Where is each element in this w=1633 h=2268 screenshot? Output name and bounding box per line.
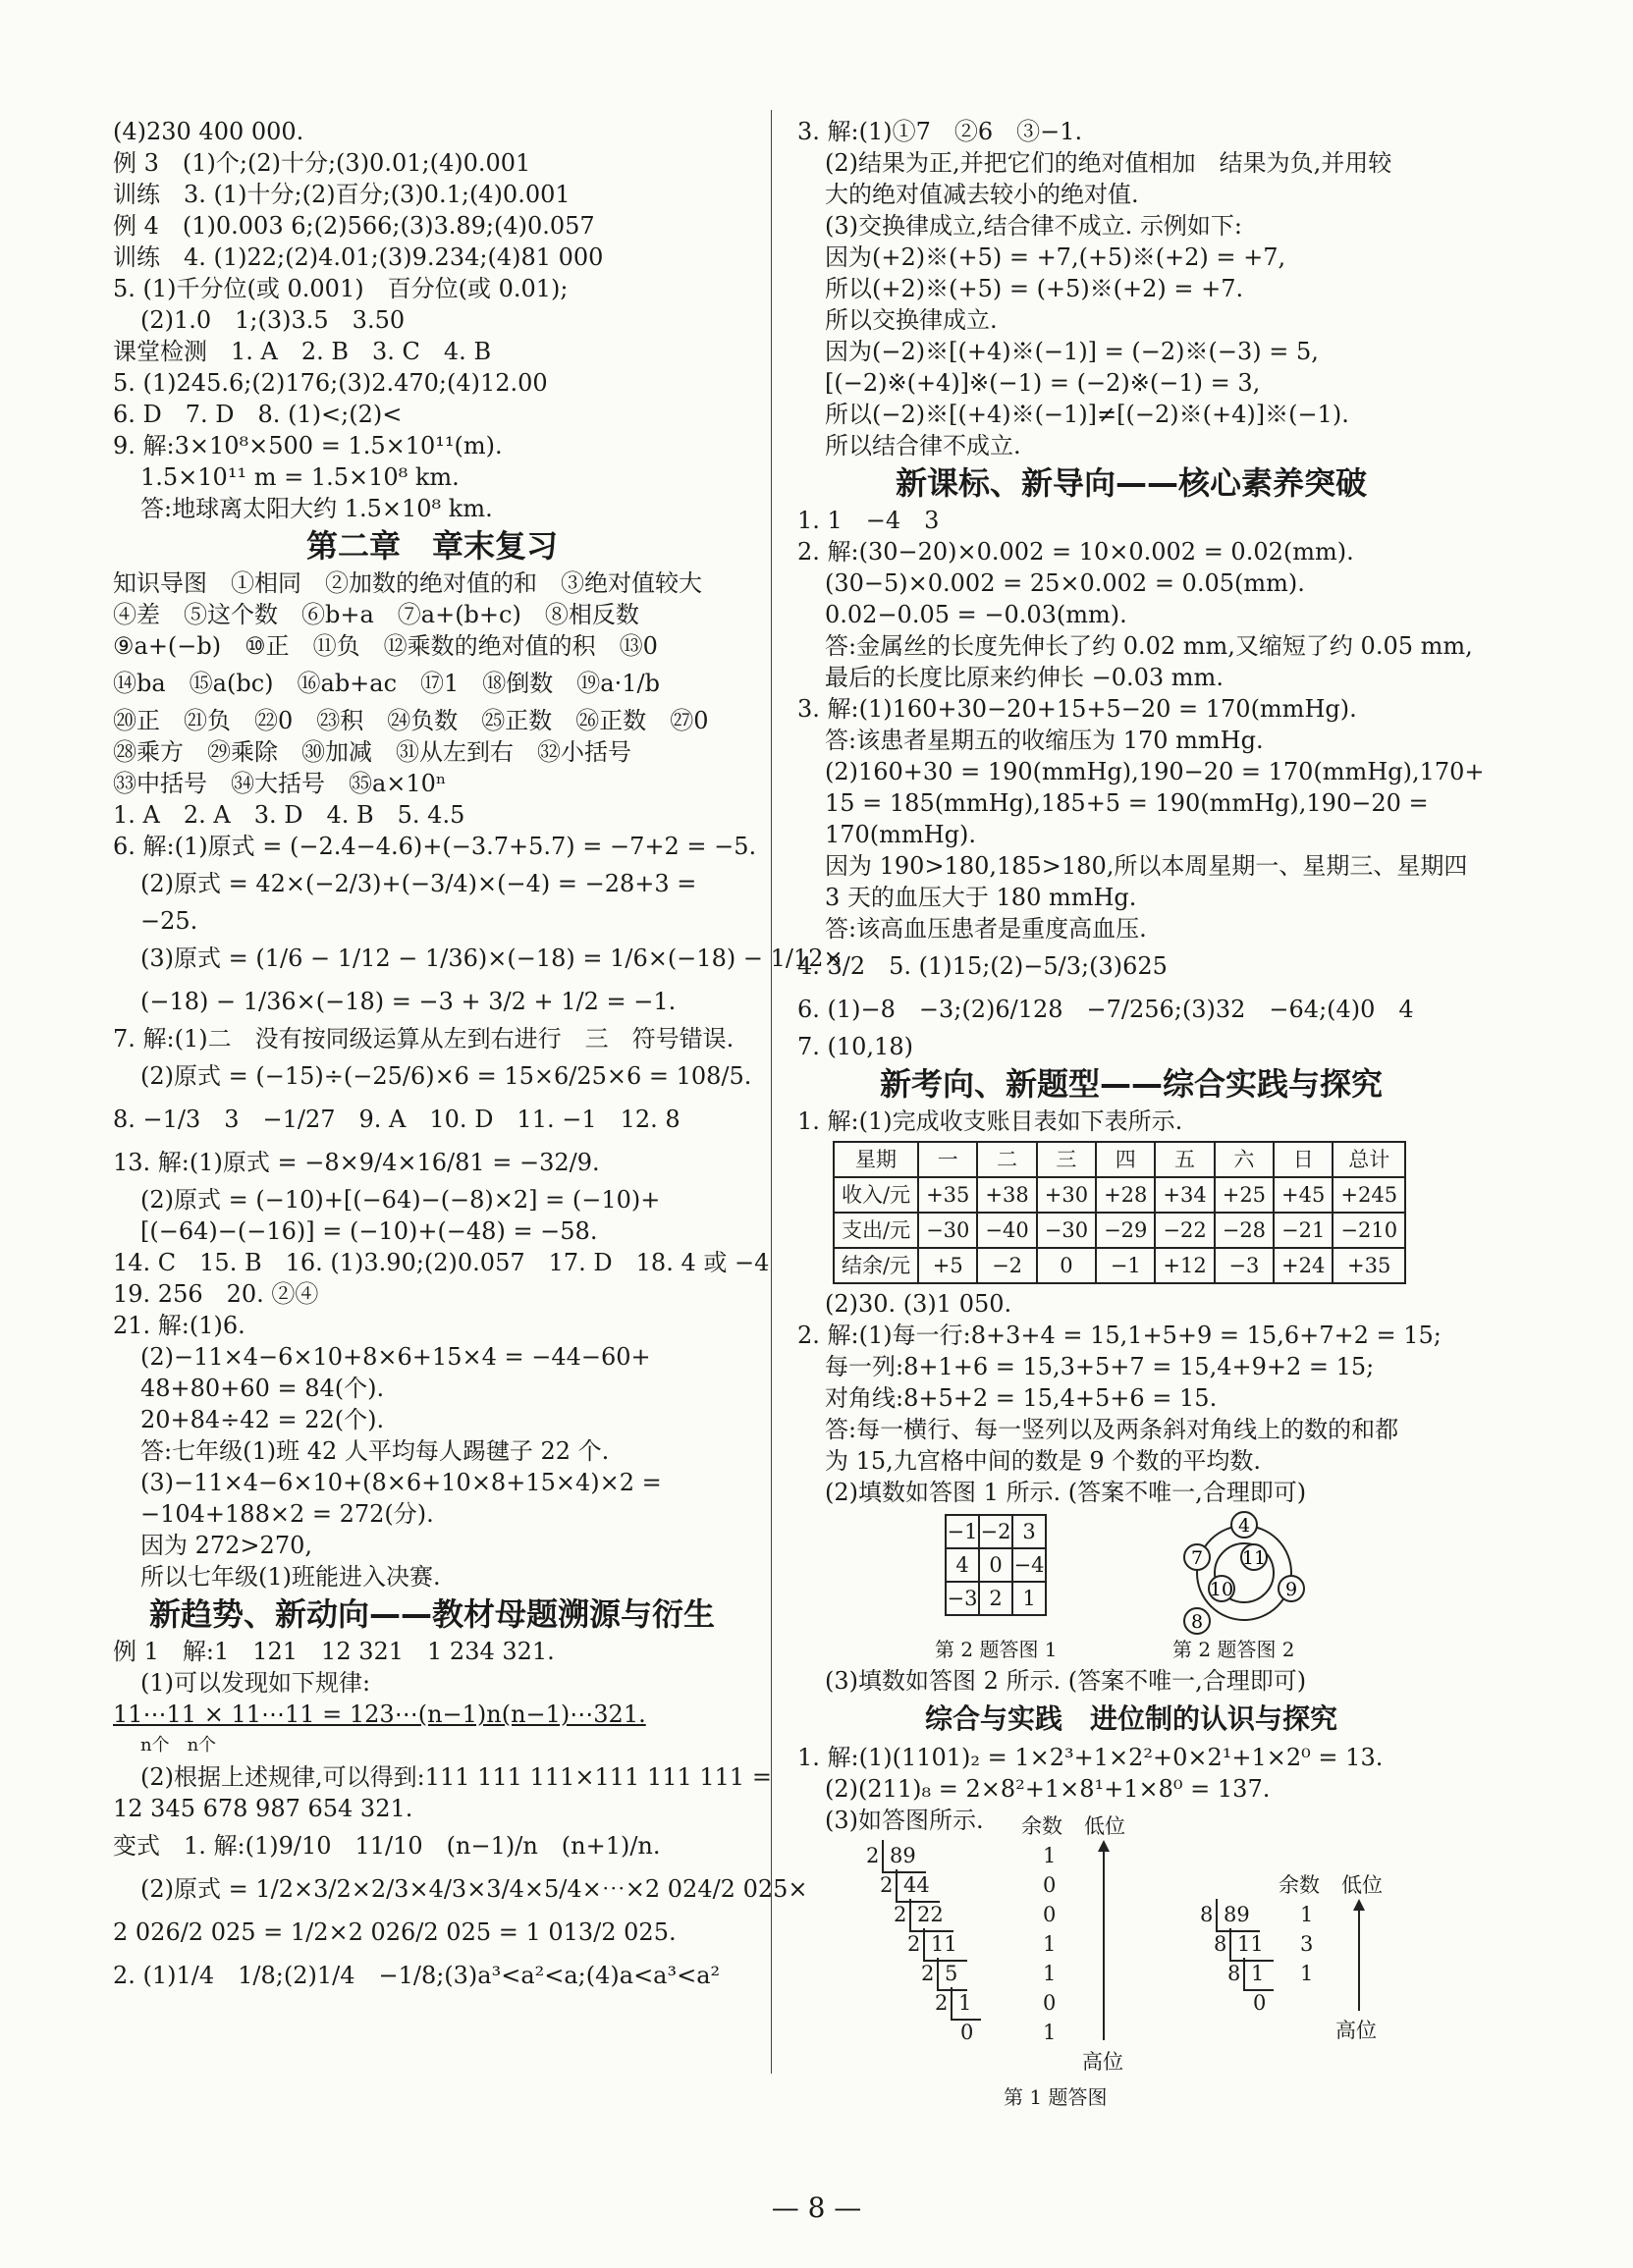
- text-line: 6. D 7. D 8. (1)<;(2)<: [113, 401, 403, 428]
- table-row: [834, 1213, 1405, 1248]
- text-line: (2)原式 = (−15)÷(−25/6)×6 = 15×6/25×6 = 108/5.: [140, 1062, 752, 1090]
- text-line: (30−5)×0.002 = 25×0.002 = 0.05(mm).: [825, 569, 1305, 597]
- table-cell: +28: [1096, 1177, 1155, 1213]
- table-cell: −40: [977, 1213, 1036, 1248]
- review-block: [113, 799, 844, 1593]
- base-section-title: 综合与实践 进位制的认识与探究: [924, 1702, 1337, 1735]
- dividend: 5: [937, 1958, 967, 1991]
- table-cell: +30: [1037, 1177, 1096, 1213]
- table-cell: 收入/元: [834, 1177, 918, 1213]
- table-header-cell: 二: [977, 1142, 1036, 1177]
- mindmap-block: [113, 567, 751, 799]
- magic-square-figure: [945, 1514, 1047, 1616]
- text-line: 21. 解:(1)6.: [113, 1312, 245, 1339]
- divisor: 8: [1214, 1932, 1227, 1956]
- dividend: 44: [896, 1869, 940, 1903]
- text-line: 答:该高血压患者是重度高血压.: [825, 915, 1147, 943]
- text-line: (3)填数如答图 2 所示. (答案不唯一,合理即可): [825, 1667, 1307, 1695]
- table-cell: +45: [1274, 1177, 1333, 1213]
- text-line: 2. (1)1/4 1/8;(2)1/4 −1/8;(3)a³<a²<a;(4)a<a³<a²: [113, 1962, 721, 1989]
- remainder: 0: [1043, 1903, 1057, 1926]
- node-circle: [1231, 1512, 1257, 1538]
- table-header-row: [834, 1142, 1405, 1177]
- high-digit-label: 高位: [1335, 2019, 1377, 2042]
- table-row: [834, 1177, 1405, 1213]
- text-line: 所以七年级(1)班能进入决赛.: [140, 1563, 441, 1591]
- node-circle: [1184, 1544, 1210, 1570]
- text-line: ⑳正 ㉑负 ㉒0 ㉓积 ㉔负数 ㉕正数 ㉖正数 ㉗0: [113, 707, 709, 734]
- text-line: (2)填数如答图 1 所示. (答案不唯一,合理即可): [825, 1479, 1307, 1506]
- table-cell: 结余/元: [834, 1248, 918, 1283]
- text-line: 大的绝对值减去较小的绝对值.: [825, 181, 1139, 208]
- text-line: (1)可以发现如下规律:: [140, 1669, 371, 1697]
- table-header-cell: 星期: [834, 1142, 918, 1177]
- text-line: (2)1.0 1;(3)3.5 3.50: [140, 306, 406, 334]
- text-line: (2)结果为正,并把它们的绝对值相加 结果为负,并用较: [825, 149, 1392, 177]
- text-line: 9. 解:3×10⁸×500 = 1.5×10¹¹(m).: [113, 432, 503, 459]
- text-line: 1. A 2. A 3. D 4. B 5. 4.5: [113, 801, 465, 829]
- remainder: 0: [1043, 1991, 1057, 2015]
- text-line: [(−64)−(−16)] = (−10)+(−48) = −58.: [140, 1217, 598, 1245]
- ledger-table: [833, 1141, 1406, 1284]
- core-section-title: 新课标、新导向——核心素养突破: [895, 464, 1367, 502]
- text-line: (2)原式 = 42×(−2/3)+(−3/4)×(−4) = −28+3 =: [140, 870, 697, 897]
- figure-caption: 第 2 题答图 1: [935, 1638, 1058, 1661]
- circle-diagram-figure: [1151, 1508, 1337, 1638]
- grid-cell: −3: [946, 1582, 979, 1615]
- text-line: ㉘乘方 ㉙乘除 ㉚加减 ㉛从左到右 ㉜小括号: [113, 738, 631, 766]
- text-line: 1. 解:(1)完成收支账目表如下表所示.: [797, 1107, 1183, 1135]
- exam-section-title: 新考向、新题型——综合实践与探究: [879, 1065, 1383, 1103]
- node-label: 8: [1190, 1611, 1204, 1633]
- table-cell: −2: [977, 1248, 1036, 1283]
- table-header-cell: 三: [1037, 1142, 1096, 1177]
- text-line: 15 = 185(mmHg),185+5 = 190(mmHg),190−20 =: [825, 789, 1429, 817]
- dividend: 1: [951, 1987, 981, 2021]
- ring-circle: [1197, 1526, 1291, 1620]
- table-cell: 支出/元: [834, 1213, 918, 1248]
- text-line: 170(mmHg).: [825, 821, 976, 848]
- trend-section-title: 新趋势、新动向——教材母题溯源与衍生: [148, 1595, 715, 1633]
- table-row: [834, 1248, 1405, 1283]
- text-line: 6. 解:(1)原式 = (−2.4−4.6)+(−3.7+5.7) = −7+2 = −5.: [113, 833, 757, 860]
- text-line: 3. 解:(1)①7 ②6 ③−1.: [797, 118, 1083, 145]
- table-cell: +5: [918, 1248, 977, 1283]
- intro-block: [113, 116, 751, 524]
- node-label: 4: [1237, 1515, 1251, 1537]
- chapter-title: 第二章 章末复习: [305, 527, 558, 565]
- table-cell: −21: [1274, 1213, 1333, 1248]
- divisor: 2: [894, 1903, 907, 1926]
- text-line: (4)230 400 000.: [113, 118, 304, 145]
- text-line: ④差 ⑤这个数 ⑥b+a ⑦a+(b+c) ⑧相反数: [113, 601, 639, 628]
- remainder: 1: [1043, 1932, 1057, 1956]
- grid-cell: −4: [1012, 1548, 1046, 1582]
- table-header-cell: 四: [1096, 1142, 1155, 1177]
- table-cell: +35: [1333, 1248, 1405, 1283]
- divisor: 2: [866, 1844, 880, 1867]
- text-line: 为 15,九宫格中间的数是 9 个数的平均数.: [825, 1447, 1261, 1475]
- text-line: (3)原式 = (1/6 − 1/12 − 1/36)×(−18) = 1/6×(−18) − 1/12×: [140, 945, 844, 972]
- grid-cell: −1: [946, 1515, 979, 1548]
- grid-cell: 2: [979, 1582, 1012, 1615]
- text-line: 20+84÷42 = 22(个).: [140, 1406, 385, 1433]
- table-cell: −22: [1155, 1213, 1214, 1248]
- left-column: [113, 116, 844, 1997]
- dividend: 1: [1243, 1958, 1274, 1991]
- text-line: −25.: [140, 907, 198, 935]
- table-cell: 0: [1037, 1248, 1096, 1283]
- text-line: ㉝中括号 ㉞大括号 ㉟a×10ⁿ: [113, 770, 447, 797]
- text-line: 答:七年级(1)班 42 人平均每人踢毽子 22 个.: [140, 1437, 610, 1465]
- high-digit-label: 高位: [1082, 2050, 1123, 2074]
- remainder: 1: [1300, 1962, 1314, 1985]
- answer-figures: [797, 1508, 1465, 1665]
- node-label: 11: [1241, 1547, 1267, 1569]
- text-line: 0.02−0.05 = −0.03(mm).: [825, 601, 1127, 628]
- table-cell: −1: [1096, 1248, 1155, 1283]
- text-line: (3)−11×4−6×10+(8×6+10×8+15×4)×2 =: [140, 1469, 662, 1496]
- text-line: −104+188×2 = 272(分).: [140, 1500, 434, 1528]
- text-line: 课堂检测 1. A 2. B 3. C 4. B: [113, 338, 492, 365]
- text-line: 所以(−2)※[(+4)※(−1)]≠[(−2)※(+4)]※(−1).: [825, 401, 1349, 428]
- table-header-cell: 总计: [1333, 1142, 1405, 1177]
- text-line: 所以结合律不成立.: [825, 432, 1021, 459]
- text-line: 2 026/2 025 = 1/2×2 026/2 025 = 1 013/2 025.: [113, 1918, 677, 1946]
- table-cell: +35: [918, 1177, 977, 1213]
- remainder-label: 余数: [1021, 1814, 1062, 1838]
- text-line: n个 n个: [140, 1735, 217, 1755]
- right-column: [797, 116, 1485, 2131]
- trend-block: [113, 1636, 808, 1997]
- text-line: 对角线:8+5+2 = 15,4+5+6 = 15.: [825, 1384, 1218, 1412]
- table-cell: +38: [977, 1177, 1036, 1213]
- text-line: 训练 3. (1)十分;(2)百分;(3)0.1;(4)0.001: [113, 181, 571, 208]
- node-label: 9: [1284, 1579, 1298, 1600]
- divisor: 8: [1227, 1962, 1241, 1985]
- text-line: (2)根据上述规律,可以得到:111 111 111×111 111 111 =: [140, 1763, 772, 1791]
- table-cell: +24: [1274, 1248, 1333, 1283]
- text-line: (3)如答图所示.: [825, 1807, 984, 1834]
- dividend: 22: [909, 1899, 953, 1932]
- text-line: (2)30. (3)1 050.: [825, 1290, 1012, 1318]
- text-line: 48+80+60 = 84(个).: [140, 1375, 385, 1402]
- remainder: 1: [1043, 2021, 1057, 2044]
- text-line: (2)(211)₈ = 2×8²+1×8¹+1×8⁰ = 137.: [825, 1775, 1271, 1803]
- text-line: (2)−11×4−6×10+8×6+15×4 = −44−60+: [140, 1343, 651, 1371]
- low-digit-label: 低位: [1084, 1814, 1125, 1838]
- node-circle: [1279, 1576, 1304, 1601]
- text-line: 5. (1)千分位(或 0.001) 百分位(或 0.01);: [113, 275, 569, 302]
- text-line: 每一列:8+1+6 = 15,3+5+7 = 15,4+9+2 = 15;: [825, 1353, 1375, 1380]
- text-line: 最后的长度比原来约伸长 −0.03 mm.: [825, 664, 1224, 691]
- base-block: [797, 1742, 1465, 2131]
- dividend: 11: [1229, 1928, 1274, 1962]
- quotient: 0: [960, 2021, 974, 2044]
- text-line: 8. −1/3 3 −1/27 9. A 10. D 11. −1 12. 8: [113, 1106, 680, 1133]
- text-line: 因为 190>180,185>180,所以本周星期一、星期三、星期四: [825, 852, 1468, 880]
- text-line: 11⋯11 × 11⋯11 = 123⋯(n−1)n(n−1)⋯321.: [113, 1701, 646, 1728]
- table-cell: +245: [1333, 1177, 1405, 1213]
- quotient: 0: [1253, 1991, 1267, 2015]
- dividend: 89: [882, 1840, 926, 1873]
- figure-caption: 第 2 题答图 2: [1172, 1638, 1295, 1661]
- divisor: 2: [880, 1873, 894, 1897]
- text-line: ⑨a+(−b) ⑩正 ⑪负 ⑫乘数的绝对值的积 ⑬0: [113, 632, 658, 660]
- page-number: — 8 —: [771, 2191, 862, 2224]
- remainder-label: 余数: [1279, 1873, 1320, 1897]
- divisor: 2: [935, 1991, 949, 2015]
- text-line: 5. (1)245.6;(2)176;(3)2.470;(4)12.00: [113, 369, 548, 397]
- figure-caption: 第 1 题答图: [1004, 2085, 1108, 2109]
- low-digit-label: 低位: [1341, 1873, 1383, 1897]
- text-line: 3. 解:(1)160+30−20+15+5−20 = 170(mmHg).: [797, 695, 1357, 723]
- text-line: 19. 256 20. ②④: [113, 1280, 319, 1308]
- table-cell: −3: [1215, 1248, 1274, 1283]
- node-circle: [1241, 1544, 1267, 1570]
- text-line: 答:该患者星期五的收缩压为 170 mmHg.: [825, 727, 1264, 754]
- text-line: 答:金属丝的长度先伸长了约 0.02 mm,又缩短了约 0.05 mm,: [825, 632, 1473, 660]
- text-line: 7. 解:(1)二 没有按同级运算从左到右进行 三 符号错误.: [113, 1025, 735, 1053]
- text-line: 例 4 (1)0.003 6;(2)566;(3)3.89;(4)0.057: [113, 212, 595, 240]
- text-line: 知识导图 ①相同 ②加数的绝对值的和 ③绝对值较大: [113, 569, 702, 597]
- exam-block: [797, 1106, 1465, 1697]
- text-line: 6. (1)−8 −3;(2)6/128 −7/256;(3)32 −64;(4)0 4: [797, 996, 1414, 1023]
- table-cell: +34: [1155, 1177, 1214, 1213]
- divisor: 2: [921, 1962, 935, 1985]
- text-line: 因为 272>270,: [140, 1532, 312, 1559]
- table-header-cell: 日: [1274, 1142, 1333, 1177]
- remainder: 1: [1300, 1903, 1314, 1926]
- remainder: 3: [1300, 1932, 1314, 1956]
- text-line: 训练 4. (1)22;(2)4.01;(3)9.234;(4)81 000: [113, 243, 604, 271]
- text-line: 因为(−2)※[(+4)※(−1)] = (−2)※(−3) = 5,: [825, 338, 1319, 365]
- node-label: 10: [1209, 1579, 1234, 1600]
- text-line: [(−2)※(+4)]※(−1) = (−2)※(−1) = 3,: [825, 369, 1261, 397]
- text-line: 答:每一横行、每一竖列以及两条斜对角线上的数的和都: [825, 1416, 1399, 1443]
- text-line: 变式 1. 解:(1)9/10 11/10 (n−1)/n (n+1)/n.: [113, 1832, 661, 1860]
- text-line: 12 345 678 987 654 321.: [113, 1795, 413, 1822]
- grid-cell: 3: [1012, 1515, 1046, 1548]
- remainder: 0: [1043, 1873, 1057, 1897]
- text-line: 因为(+2)※(+5) = +7,(+5)※(+2) = +7,: [825, 243, 1286, 271]
- text-line: 1. 1 −4 3: [797, 507, 940, 534]
- table-cell: −30: [1037, 1213, 1096, 1248]
- table-cell: −210: [1333, 1213, 1405, 1248]
- text-line: 例 3 (1)个;(2)十分;(3)0.01;(4)0.001: [113, 149, 531, 177]
- grid-cell: 4: [946, 1548, 979, 1582]
- table-cell: −28: [1215, 1213, 1274, 1248]
- core-block: [797, 505, 1485, 1062]
- text-line: ⑭ba ⑮a(bc) ⑯ab+ac ⑰1 ⑱倒数 ⑲a·1/b: [113, 670, 660, 697]
- table-cell: +25: [1215, 1177, 1274, 1213]
- divisor: 2: [907, 1932, 921, 1956]
- table-cell: −29: [1096, 1213, 1155, 1248]
- text-line: 例 1 解:1 121 12 321 1 234 321.: [113, 1638, 555, 1665]
- text-line: 3 天的血压大于 180 mmHg.: [825, 884, 1137, 911]
- table-cell: −30: [918, 1213, 977, 1248]
- up-arrow-icon: [1349, 1899, 1369, 2013]
- table-header-cell: 五: [1155, 1142, 1214, 1177]
- grid-cell: 0: [979, 1548, 1012, 1582]
- text-line: 13. 解:(1)原式 = −8×9/4×16/81 = −32/9.: [113, 1149, 600, 1176]
- text-line: 4. 3/2 5. (1)15;(2)−5/3;(3)625: [797, 952, 1168, 980]
- text-line: (2)原式 = 1/2×3/2×2/3×4/3×3/4×5/4×⋯×2 024/2 025×: [140, 1875, 808, 1903]
- text-line: (2)160+30 = 190(mmHg),190−20 = 170(mmHg),170+: [825, 758, 1485, 785]
- text-line: 1. 解:(1)(1101)₂ = 1×2³+1×2²+0×2¹+1×2⁰ = 13.: [797, 1744, 1384, 1771]
- text-line: 7. (10,18): [797, 1033, 913, 1060]
- table-header-cell: 六: [1215, 1142, 1274, 1177]
- remainder: 1: [1043, 1962, 1057, 1985]
- node-circle: [1184, 1608, 1210, 1634]
- operation-block: [797, 116, 1465, 461]
- text-line: (3)交换律成立,结合律不成立. 示例如下:: [825, 212, 1242, 240]
- text-line: 14. C 15. B 16. (1)3.90;(2)0.057 17. D 18. 4 或 −4: [113, 1249, 770, 1276]
- text-line: 所以交换律成立.: [825, 306, 998, 334]
- grid-cell: 1: [1012, 1582, 1046, 1615]
- table-header-cell: 一: [918, 1142, 977, 1177]
- up-arrow-icon: [1094, 1840, 1114, 2042]
- table-cell: +12: [1155, 1248, 1214, 1283]
- text-line: 答:地球离太阳大约 1.5×10⁸ km.: [140, 495, 493, 522]
- node-circle: [1209, 1576, 1234, 1601]
- dividend: 89: [1216, 1899, 1260, 1932]
- grid-cell: −2: [979, 1515, 1012, 1548]
- divisor: 8: [1200, 1903, 1214, 1926]
- node-label: 7: [1190, 1547, 1204, 1569]
- remainder: 1: [1043, 1844, 1057, 1867]
- text-line: 1.5×10¹¹ m = 1.5×10⁸ km.: [140, 463, 460, 491]
- text-line: 2. 解:(1)每一行:8+3+4 = 15,1+5+9 = 15,6+7+2 = 15;: [797, 1322, 1442, 1349]
- text-line: (2)原式 = (−10)+[(−64)−(−8)×2] = (−10)+: [140, 1186, 661, 1214]
- text-line: 2. 解:(30−20)×0.002 = 10×0.002 = 0.02(mm).: [797, 538, 1354, 566]
- text-line: (−18) − 1/36×(−18) = −3 + 3/2 + 1/2 = −1.: [140, 988, 677, 1015]
- dividend: 11: [923, 1928, 967, 1962]
- text-line: 所以(+2)※(+5) = (+5)※(+2) = +7.: [825, 275, 1244, 302]
